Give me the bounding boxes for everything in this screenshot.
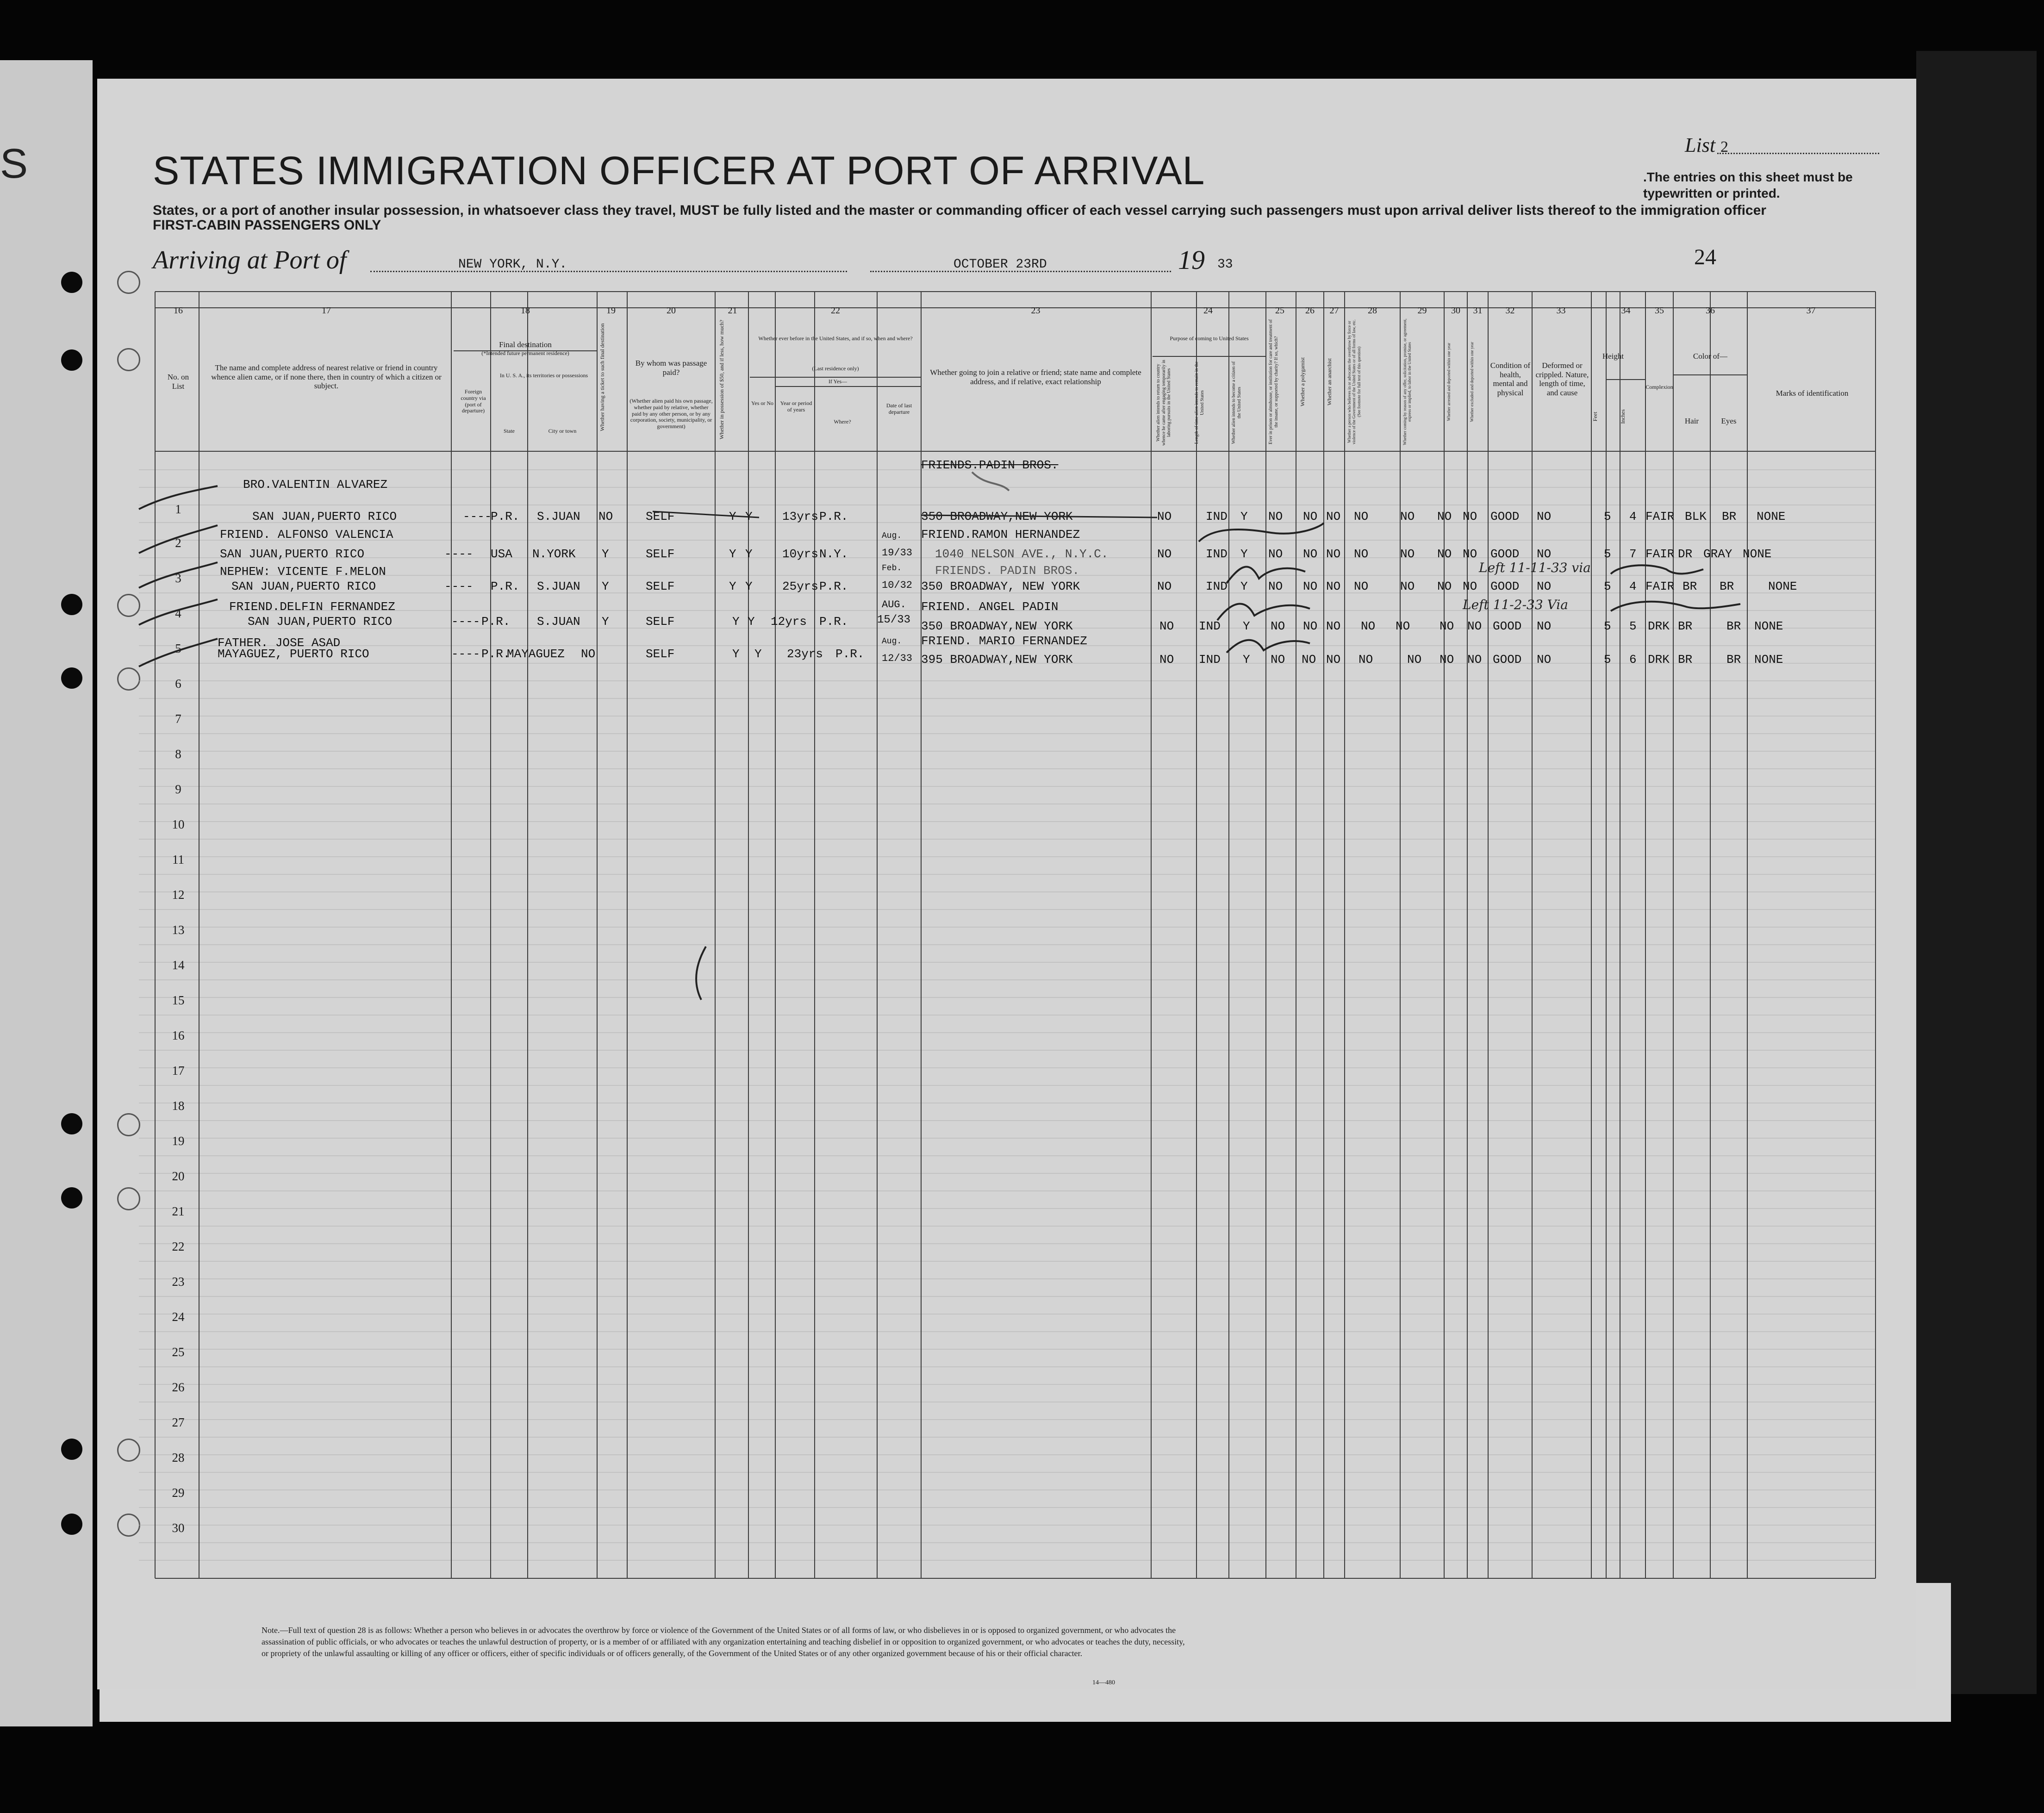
header-final-destination: Final destination bbox=[499, 340, 552, 349]
header-if-yes: If Yes— bbox=[828, 378, 847, 385]
years: 25yrs bbox=[782, 579, 819, 593]
marks: NONE bbox=[1768, 579, 1797, 593]
where: N.Y. bbox=[819, 547, 848, 561]
city: N.YORK bbox=[532, 547, 576, 561]
row-number: 26 bbox=[172, 1380, 185, 1394]
handwritten-scribble bbox=[1611, 602, 1740, 611]
height-feet: 5 bbox=[1604, 547, 1611, 561]
polygamist: NO bbox=[1303, 619, 1318, 633]
question-29: NO bbox=[1400, 547, 1415, 561]
joining-name: FRIEND. ANGEL PADIN bbox=[921, 600, 1059, 614]
eyes: BR bbox=[1720, 579, 1734, 593]
question-28: NO bbox=[1354, 510, 1369, 523]
header-purpose: Purpose of coming to United States bbox=[1170, 335, 1249, 342]
foreign-country: ---- bbox=[444, 547, 474, 561]
header-inches: Inches bbox=[1620, 409, 1626, 424]
header-complexion: Complexion bbox=[1645, 384, 1673, 390]
page-title: STATES IMMIGRATION OFFICER AT PORT OF ARRIVAL bbox=[153, 149, 1205, 193]
ticket: NO bbox=[581, 647, 596, 661]
date-departure-month: Feb. bbox=[882, 564, 902, 573]
health: GOOD bbox=[1490, 547, 1520, 561]
polygamist: NO bbox=[1303, 510, 1318, 523]
row-number: 9 bbox=[175, 782, 181, 796]
row-number: 27 bbox=[172, 1415, 185, 1429]
header-state: State bbox=[504, 428, 515, 434]
header-deported: Whether excluded and deported within one year bbox=[1470, 342, 1474, 422]
money: Y bbox=[732, 615, 740, 629]
state: P.R. bbox=[481, 615, 511, 629]
handwritten-scribble bbox=[1611, 565, 1703, 574]
relative-address: SAN JUAN,PUERTO RICO bbox=[252, 510, 397, 523]
row-number: 7 bbox=[175, 712, 181, 726]
length: IND bbox=[1206, 510, 1228, 523]
years: 12yrs bbox=[771, 615, 807, 629]
header-year-or-period: Year or period of years bbox=[780, 400, 812, 413]
ever-before: Y bbox=[748, 615, 755, 629]
complexion: FAIR bbox=[1645, 579, 1675, 593]
prison: NO bbox=[1268, 547, 1283, 561]
complexion: DRK bbox=[1648, 653, 1670, 667]
date-departure-day: 12/33 bbox=[882, 653, 913, 664]
polygamist: NO bbox=[1303, 547, 1318, 561]
header-color-of: Color of— bbox=[1693, 352, 1728, 361]
arrival-year-suffix: 33 bbox=[1217, 257, 1233, 272]
paid-by: SELF bbox=[646, 615, 675, 629]
question-29: NO bbox=[1396, 619, 1410, 633]
question-31: NO bbox=[1463, 510, 1477, 523]
column-number: 28 bbox=[1368, 305, 1377, 316]
height-inches: 4 bbox=[1629, 510, 1637, 523]
health: GOOD bbox=[1493, 653, 1522, 667]
list-label-text: List bbox=[1685, 134, 1716, 156]
question-29: NO bbox=[1407, 653, 1422, 667]
deformed: NO bbox=[1537, 653, 1552, 667]
header-possession: Whether in possession of $50, and if less, how much? bbox=[718, 319, 725, 440]
relative-name: NEPHEW: VICENTE F.MELON bbox=[220, 565, 386, 579]
deformed: NO bbox=[1537, 579, 1552, 593]
money: Y bbox=[729, 510, 736, 523]
sheet-number: 24 bbox=[1694, 245, 1716, 269]
date-departure-month: Aug. bbox=[882, 637, 902, 646]
years: 23yrs bbox=[787, 647, 823, 661]
handwritten-scribble bbox=[1227, 567, 1305, 583]
question-28: NO bbox=[1354, 579, 1369, 593]
money: Y bbox=[729, 547, 736, 561]
row-number: 21 bbox=[172, 1204, 185, 1218]
length: IND bbox=[1206, 579, 1228, 593]
city: S.JUAN bbox=[537, 615, 580, 629]
question-30: NO bbox=[1437, 547, 1452, 561]
row-number: 24 bbox=[172, 1310, 185, 1324]
prison: NO bbox=[1268, 510, 1283, 523]
departure-note: Left 11-2-33 Via bbox=[1463, 597, 1568, 612]
ever-before: Y bbox=[745, 579, 753, 593]
date-departure-day: 19/33 bbox=[882, 547, 913, 559]
health: GOOD bbox=[1493, 619, 1522, 633]
joining-name: FRIEND. MARIO FERNANDEZ bbox=[921, 634, 1087, 648]
money: Y bbox=[729, 579, 736, 593]
column-number: 18 bbox=[521, 305, 530, 316]
column-number: 32 bbox=[1505, 305, 1515, 316]
complexion: DRK bbox=[1648, 619, 1670, 633]
deformed: NO bbox=[1537, 510, 1552, 523]
anarchist: NO bbox=[1326, 619, 1341, 633]
eyes: BR bbox=[1726, 653, 1741, 667]
relative-name: FRIEND. ALFONSO VALENCIA bbox=[220, 528, 393, 542]
relative-name: FRIEND.DELFIN FERNANDEZ bbox=[229, 600, 395, 614]
faint-stamp bbox=[972, 472, 1009, 491]
height-feet: 5 bbox=[1604, 579, 1611, 593]
relative-address: SAN JUAN,PUERTO RICO bbox=[220, 547, 365, 561]
left-page-letter: S bbox=[0, 141, 28, 187]
joining-address: 350 BROADWAY,NEW YORK bbox=[921, 510, 1073, 523]
joining-name: FRIEND.RAMON HERNANDEZ bbox=[921, 528, 1080, 542]
question-29: NO bbox=[1400, 510, 1415, 523]
check-mark bbox=[139, 599, 218, 625]
paid-by: SELF bbox=[646, 510, 675, 523]
header-ever-before: Whether ever before in the United States, and if so, when and where? bbox=[758, 335, 913, 342]
foreign-country: ---- bbox=[444, 579, 474, 593]
header-anarchist: Whether an anarchist bbox=[1326, 358, 1333, 405]
state: P.R. bbox=[491, 579, 520, 593]
length: IND bbox=[1199, 619, 1221, 633]
ever-before: Y bbox=[754, 647, 762, 661]
city: S.JUAN bbox=[537, 579, 580, 593]
question-31: NO bbox=[1467, 653, 1482, 667]
height-feet: 5 bbox=[1604, 510, 1611, 523]
hair: BLK bbox=[1685, 510, 1707, 523]
question-31: NO bbox=[1467, 619, 1482, 633]
row-number: 28 bbox=[172, 1451, 185, 1464]
row-number: 5 bbox=[175, 642, 181, 655]
header-joining: Whether going to join a relative or friend; state name and complete address, and if relative, exact relationship bbox=[930, 368, 1141, 386]
return: NO bbox=[1157, 547, 1172, 561]
return: NO bbox=[1157, 510, 1172, 523]
footnote: Note.—Full text of question 28 is as follows: Whether a person who believes in or advocates the overthrow by force or violence of the Government of the United States or of all forms of law, or who disbelieves in or is opposed to organized government, or who advocates the assassination of public officials, or who advocates or teaches the unlawful destruction of property, or is a member of or affiliated with any organization entertaining and teaching disbelief in or opposition to organized government, or who advocates or teaches the duty, necessity, or propriety of the unlawful assaulting or killing of any officer or officers, either of specific individuals or of officers generally, of the Government of the United States or of any other organized government because of his or their official character. bbox=[262, 1626, 1185, 1658]
length: IND bbox=[1206, 547, 1228, 561]
column-number: 16 bbox=[174, 305, 183, 316]
column-number: 35 bbox=[1655, 305, 1664, 316]
state: P.R. bbox=[491, 510, 520, 523]
citizen: Y bbox=[1240, 547, 1248, 561]
hair: DR bbox=[1678, 547, 1693, 561]
handwritten-stroke bbox=[696, 947, 706, 1000]
row-number: 10 bbox=[172, 817, 185, 831]
port-of-arrival: NEW YORK, N.Y. bbox=[458, 257, 567, 272]
header-prison: Ever in prison or almshouse, or institution for care and treatment of the insane, or supported by charity? If so, which? bbox=[1268, 319, 1279, 444]
page-subtitle: States, or a port of another insular possession, in whatsoever class they travel, MUST be fully listed and the master or commanding officer of each vessel carrying such passengers must upon arrival deliver lists thereof to the immigration officer bbox=[153, 203, 1766, 218]
row-number: 2 bbox=[175, 536, 181, 550]
column-number: 34 bbox=[1621, 305, 1631, 316]
deformed: NO bbox=[1537, 547, 1552, 561]
header-deformed: Deformed or crippled. Nature, length of time, and cause bbox=[1535, 361, 1589, 397]
joining-name: FRIENDS.PADIN BROS. bbox=[921, 458, 1059, 472]
header-height: Height bbox=[1602, 352, 1624, 361]
prison: NO bbox=[1268, 579, 1283, 593]
typewritten-instruction: .The entries on this sheet must be typewritten or printed. bbox=[1643, 170, 1853, 200]
row-number: 15 bbox=[172, 993, 185, 1007]
joining-address: 350 BROADWAY, NEW YORK bbox=[921, 579, 1080, 593]
deformed: NO bbox=[1537, 619, 1552, 633]
height-inches: 5 bbox=[1629, 619, 1637, 633]
row-number: 12 bbox=[172, 888, 185, 902]
header-arrested: Whether arrested and deported within one year bbox=[1446, 343, 1451, 421]
strike-line bbox=[921, 515, 1157, 517]
column-number: 17 bbox=[322, 305, 331, 316]
row-number: 17 bbox=[172, 1064, 185, 1078]
row-number: 30 bbox=[172, 1521, 185, 1535]
header-polygamist: Whether a polygamist bbox=[1299, 357, 1306, 406]
question-29: NO bbox=[1400, 579, 1415, 593]
joining-address: 1040 NELSON AVE., N.Y.C. bbox=[935, 547, 1109, 561]
header-by-whom-note: (Whether alien paid his own passage, whether paid by relative, whether paid by any other person, or by any corporation, society, municipality, or government) bbox=[629, 398, 713, 430]
column-number: 23 bbox=[1031, 305, 1041, 316]
relative-address: SAN JUAN,PUERTO RICO bbox=[231, 579, 376, 593]
marks: NONE bbox=[1757, 510, 1786, 523]
header-purpose-citizen: Whether alien intends to become a citizen of the United States bbox=[1231, 361, 1242, 444]
anarchist: NO bbox=[1326, 510, 1341, 523]
marks: NONE bbox=[1754, 619, 1783, 633]
hair: BR bbox=[1683, 579, 1697, 593]
citizen: Y bbox=[1243, 653, 1250, 667]
eyes: BR bbox=[1722, 510, 1737, 523]
paid-by: SELF bbox=[646, 579, 675, 593]
question-30: NO bbox=[1440, 619, 1454, 633]
complexion: FAIR bbox=[1645, 510, 1675, 523]
list-number: 2 bbox=[1720, 138, 1729, 156]
relative-address: SAN JUAN,PUERTO RICO bbox=[248, 615, 393, 629]
handwritten-scribble bbox=[1227, 640, 1310, 653]
ever-before: Y bbox=[745, 547, 753, 561]
column-number: 29 bbox=[1417, 305, 1427, 316]
header-eyes: Eyes bbox=[1721, 417, 1737, 425]
header-no-on-list: No. on List bbox=[167, 373, 189, 391]
return: NO bbox=[1157, 579, 1172, 593]
column-number: 21 bbox=[728, 305, 737, 316]
column-number: 20 bbox=[667, 305, 676, 316]
header-ticket: Whether having a ticket to such final destination bbox=[599, 323, 605, 431]
ticket: NO bbox=[598, 510, 613, 523]
citizen: Y bbox=[1240, 510, 1248, 523]
question-30: NO bbox=[1440, 653, 1454, 667]
header-purpose-return: Whether alien intends to return to country whence he came after engaging temporarily in laboring pursuits in the United States bbox=[1156, 360, 1172, 446]
state: P.R. bbox=[481, 647, 511, 661]
row-number: 22 bbox=[172, 1240, 185, 1253]
row-number: 14 bbox=[172, 958, 185, 972]
first-cabin-label: FIRST-CABIN PASSENGERS ONLY bbox=[153, 218, 381, 233]
row-number: 4 bbox=[175, 606, 181, 620]
row-number: 3 bbox=[175, 571, 181, 585]
paid-by: SELF bbox=[646, 647, 675, 661]
polygamist: NO bbox=[1303, 579, 1318, 593]
header-where: Where? bbox=[834, 418, 851, 425]
date-departure-month: AUG. bbox=[882, 599, 906, 611]
arrival-year-prefix: 19 bbox=[1178, 245, 1205, 275]
date-departure-day: 15/33 bbox=[877, 614, 911, 626]
joining-name: FRIENDS. PADIN BROS. bbox=[935, 564, 1080, 578]
header-relative-abroad: The name and complete address of nearest relative or friend in country whence alien came, or if none there, then in country of which a citizen or subject. bbox=[211, 363, 442, 391]
question-30: NO bbox=[1437, 510, 1452, 523]
row-number: 13 bbox=[172, 923, 185, 937]
prison: NO bbox=[1271, 619, 1285, 633]
hair: BR bbox=[1678, 619, 1693, 633]
height-feet: 5 bbox=[1604, 619, 1611, 633]
arriving-label: Arriving at Port of bbox=[153, 246, 347, 274]
anarchist: NO bbox=[1326, 547, 1341, 561]
header-feet: Feet bbox=[1592, 411, 1598, 422]
column-number: 24 bbox=[1203, 305, 1213, 316]
header-condition: Condition of health, mental and physical bbox=[1490, 361, 1531, 397]
ticket: Y bbox=[602, 547, 609, 561]
handwritten-scribble bbox=[1217, 604, 1310, 620]
header-yes-or-no: Yes or No bbox=[751, 400, 774, 406]
strike-line bbox=[653, 511, 759, 517]
header-purpose-length: Length of time alien intends to remain in the United States bbox=[1194, 361, 1205, 444]
height-feet: 5 bbox=[1604, 653, 1611, 667]
header-marks: Marks of identification bbox=[1776, 389, 1849, 398]
header-by-whom: By whom was passage paid? bbox=[635, 359, 707, 377]
check-mark bbox=[139, 562, 218, 588]
header-date-last-departure: Date of last departure bbox=[886, 402, 912, 415]
column-number: 36 bbox=[1706, 305, 1715, 316]
handwritten-scribble bbox=[1199, 523, 1324, 542]
height-inches: 6 bbox=[1629, 653, 1637, 667]
form-number: 14—480 bbox=[1092, 1679, 1115, 1686]
where: P.R. bbox=[835, 647, 865, 661]
where: P.R. bbox=[819, 510, 848, 523]
header-promise: Whether coming by reason of any offer, solicitation, promise, or agreement, express or implied, to labor in the United States bbox=[1402, 318, 1412, 445]
citizen: Y bbox=[1243, 619, 1250, 633]
marks: NONE bbox=[1754, 653, 1783, 667]
complexion: FAIR bbox=[1645, 547, 1675, 561]
anarchist: NO bbox=[1326, 579, 1341, 593]
column-number: 19 bbox=[606, 305, 616, 316]
eyes: BR bbox=[1726, 619, 1741, 633]
column-number: 25 bbox=[1275, 305, 1284, 316]
row-number: 11 bbox=[172, 853, 184, 866]
health: GOOD bbox=[1490, 579, 1520, 593]
eyes: GRAY bbox=[1703, 547, 1732, 561]
height-inches: 4 bbox=[1629, 579, 1637, 593]
citizen: Y bbox=[1240, 579, 1248, 593]
health: GOOD bbox=[1490, 510, 1520, 523]
ticket: Y bbox=[602, 615, 609, 629]
row-number: 19 bbox=[172, 1134, 185, 1148]
question-31: NO bbox=[1463, 547, 1477, 561]
length: IND bbox=[1199, 653, 1221, 667]
paid-by: SELF bbox=[646, 547, 675, 561]
header-in-usa: In U. S. A., its territories or possessions bbox=[499, 372, 588, 379]
column-number: 37 bbox=[1806, 305, 1816, 316]
question-31: NO bbox=[1463, 579, 1477, 593]
relative-name: BRO.VALENTIN ALVAREZ bbox=[243, 478, 388, 492]
foreign-country: ---- bbox=[463, 510, 492, 523]
header-city: City or town bbox=[548, 428, 577, 434]
column-number: 26 bbox=[1305, 305, 1315, 316]
marks: NONE bbox=[1743, 547, 1772, 561]
relative-address: MAYAGUEZ, PUERTO RICO bbox=[218, 647, 369, 661]
where: P.R. bbox=[819, 579, 848, 593]
return: NO bbox=[1159, 653, 1174, 667]
date-departure-month: Aug. bbox=[882, 531, 902, 541]
ever-before: Y bbox=[745, 510, 753, 523]
polygamist: NO bbox=[1302, 653, 1316, 667]
anarchist: NO bbox=[1326, 653, 1341, 667]
row-number: 20 bbox=[172, 1169, 185, 1183]
row-number: 29 bbox=[172, 1486, 185, 1500]
header-overthrow: Whether a person who believes in or advocates the overthrow by force or violence of the Government of the United States or of all forms of law, etc. (See footnote for full text of this question) bbox=[1347, 319, 1361, 444]
question-28: NO bbox=[1354, 547, 1369, 561]
row-number: 8 bbox=[175, 747, 181, 761]
prison: NO bbox=[1271, 653, 1285, 667]
where: P.R. bbox=[819, 615, 848, 629]
question-28: NO bbox=[1361, 619, 1376, 633]
row-number: 18 bbox=[172, 1099, 185, 1113]
money: Y bbox=[732, 647, 740, 661]
row-number: 1 bbox=[175, 502, 181, 516]
column-number: 22 bbox=[831, 305, 840, 316]
city: S.JUAN bbox=[537, 510, 580, 523]
row-number: 16 bbox=[172, 1028, 185, 1042]
city: MAYAGUEZ bbox=[507, 647, 565, 661]
years: 13yrs bbox=[782, 510, 819, 523]
arrival-date: OCTOBER 23RD bbox=[953, 257, 1047, 272]
ticket: Y bbox=[602, 579, 609, 593]
check-mark bbox=[139, 639, 218, 667]
hair: BR bbox=[1678, 653, 1693, 667]
header-final-destination-note: (*Intended future permanent residence) bbox=[481, 350, 569, 356]
joining-address: 350 BROADWAY,NEW YORK bbox=[921, 619, 1073, 633]
check-mark bbox=[139, 486, 218, 509]
years: 10yrs bbox=[782, 547, 819, 561]
height-inches: 7 bbox=[1629, 547, 1637, 561]
row-number: 25 bbox=[172, 1345, 185, 1359]
column-number: 30 bbox=[1451, 305, 1460, 316]
row-number: 6 bbox=[175, 677, 181, 691]
joining-address: 395 BROADWAY,NEW YORK bbox=[921, 653, 1073, 667]
relative-name: FATHER. JOSE ASAD bbox=[218, 636, 341, 650]
state: USA bbox=[491, 547, 512, 561]
column-number: 27 bbox=[1329, 305, 1339, 316]
date-departure-day: 10/32 bbox=[882, 579, 913, 591]
question-28: NO bbox=[1359, 653, 1373, 667]
check-mark bbox=[139, 525, 218, 553]
column-number: 31 bbox=[1473, 305, 1483, 316]
question-30: NO bbox=[1437, 579, 1452, 593]
column-number: 33 bbox=[1556, 305, 1566, 316]
foreign-country: ---- bbox=[451, 615, 480, 629]
return: NO bbox=[1159, 619, 1174, 633]
row-number: 23 bbox=[172, 1275, 185, 1289]
header-hair: Hair bbox=[1684, 417, 1699, 425]
header-foreign-country: Foreign country via (port of departure) bbox=[461, 388, 486, 414]
foreign-country: ---- bbox=[451, 647, 480, 661]
departure-note: Left 11-11-33 via bbox=[1479, 560, 1591, 575]
header-last-residence: (Last residence only) bbox=[812, 365, 859, 372]
